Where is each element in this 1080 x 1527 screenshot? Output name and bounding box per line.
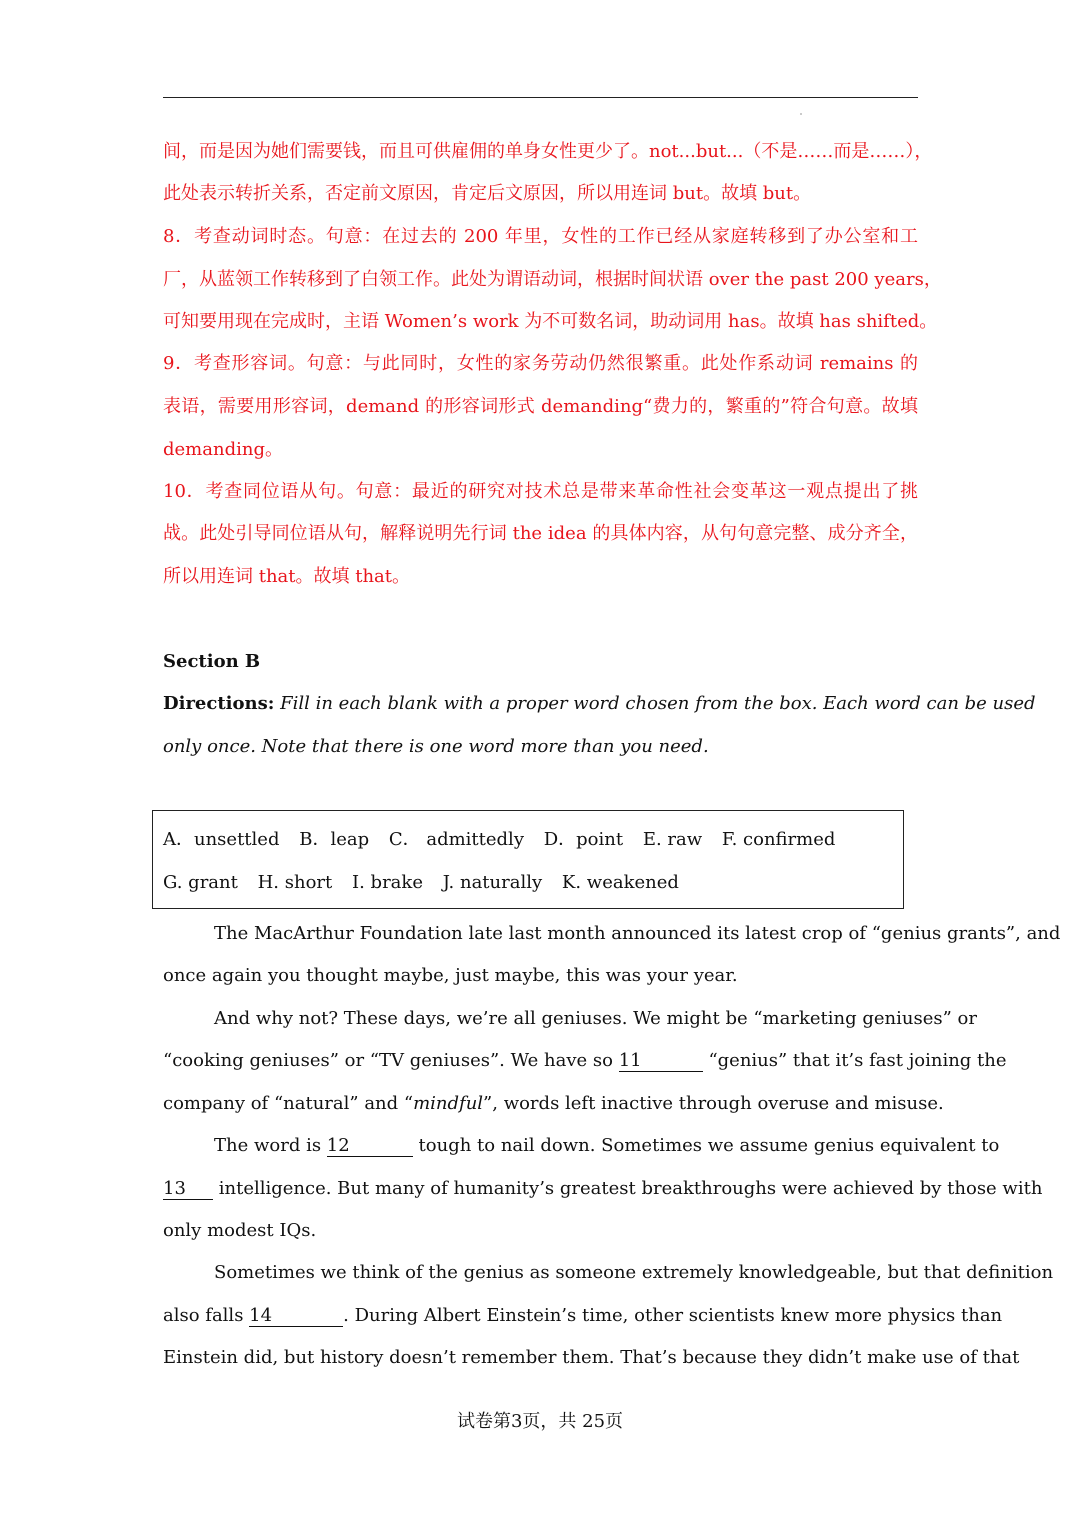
word-box-row1 [163,828,849,852]
answer8-line3: 可知要用现在完成时，主语 Women’s work 为不可数名词，助动词用 has。故填 has shifted。 [163,311,938,332]
answer9-line2: 表语，需要用形容词，demand 的形容词形式 demanding“费力的，繁重的”符合句意。故填 [163,396,918,417]
option-d: D．point [543,829,624,850]
option-a: A．unsettled [163,829,280,850]
option-k: K. weakened [561,872,679,893]
answer7-line1: 间，而是因为她们需要钱，而且可供雇佣的单身女性更少了。not...but...（不是……而是……）， [163,141,933,162]
section-title: Section B [163,651,261,672]
directions-line2: only once. Note that there is one word more than you need. [163,736,709,757]
option-b: B．leap [299,829,370,850]
para3-text-b: tough to nail down. Sometimes we assume genius equivalent to [418,1135,1000,1156]
answer10-line1: 10．考查同位语从句。句意：最近的研究对技术总是带来革命性社会变革这一观点提出了挑 [163,481,918,502]
blank-11[interactable]: 11 [619,1051,703,1072]
option-i: I. brake [352,872,423,893]
answer10-line3: 所以用连词 that。故填 that。 [163,566,411,587]
option-e: E. raw [642,829,703,850]
directions-label: Directions: [163,693,275,714]
para2-text-a: “cooking geniuses” or “TV geniuses”. We have so [163,1050,613,1071]
blank-13[interactable]: 13 [163,1179,213,1200]
para3-line3: only modest IQs. [163,1220,317,1241]
directions-text1: Fill in each blank with a proper word chosen from the box. Each word can be used [280,693,1036,714]
header-dot [800,113,802,115]
para4-line2 [163,1304,1003,1328]
page-footer: 试卷第3页，共 25页 [456,1411,624,1432]
option-g: G. grant [163,872,238,893]
para4-line3: Einstein did, but history doesn’t remember them. That’s because they didn’t make use of that [163,1347,1020,1368]
para1-line1: The MacArthur Foundation late last month announced its latest crop of “genius grants”, and [214,923,1061,944]
header-rule [163,97,918,98]
option-h: H. short [257,872,333,893]
para4-text-b: . During Albert Einstein’s time, other scientists knew more physics than [343,1305,1003,1326]
para2-line2 [163,1049,1007,1073]
option-f: F. confirmed [721,829,836,850]
answer9-line3: demanding。 [163,439,283,460]
para2-line1: And why not? These days, we’re all geniuses. We might be “marketing geniuses” or [214,1008,977,1029]
answer9-line1: 9．考查形容词。句意：与此同时，女性的家务劳动仍然很繁重。此处作系动词 remains 的 [163,353,918,374]
answer8-line2: 厂，从蓝领工作转移到了白领工作。此处为谓语动词，根据时间状语 over the past 200 years， [163,269,942,290]
para4-line1: Sometimes we think of the genius as someone extremely knowledgeable, but that definition [214,1262,1054,1283]
para3-line2 [163,1177,1043,1201]
para1-line2: once again you thought maybe, just maybe, this was your year. [163,965,738,986]
para2-italic-word: mindful [413,1093,484,1114]
para2-text-b: “genius” that it’s fast joining the [708,1050,1007,1071]
para2-line3 [163,1092,944,1116]
para3-line1 [163,1134,1000,1158]
para2-text-d: ”, words left inactive through overuse and misuse. [483,1093,944,1114]
blank-14[interactable]: 14 [249,1306,343,1327]
para2-text-c: company of “natural” and “ [163,1093,414,1114]
answer8-line1: 8．考查动词时态。句意：在过去的 200 年里，女性的工作已经从家庭转移到了办公室和工 [163,226,918,247]
para4-text-a: also falls [163,1305,244,1326]
option-c: C． admittedly [388,829,524,850]
option-j: J. naturally [442,872,543,893]
para3-text-c: intelligence. But many of humanity’s greatest breakthroughs were achieved by those with [218,1178,1043,1199]
word-box-row2 [163,871,693,895]
directions-line1 [163,692,1036,716]
answer7-line2: 此处表示转折关系，否定前文原因，肯定后文原因，所以用连词 but。故填 but。 [163,183,812,204]
para3-text-a: The word is [214,1135,322,1156]
blank-12[interactable]: 12 [327,1136,413,1157]
answer10-line2: 战。此处引导同位语从句，解释说明先行词 the idea 的具体内容，从句句意完整、成分齐全， [163,523,918,544]
